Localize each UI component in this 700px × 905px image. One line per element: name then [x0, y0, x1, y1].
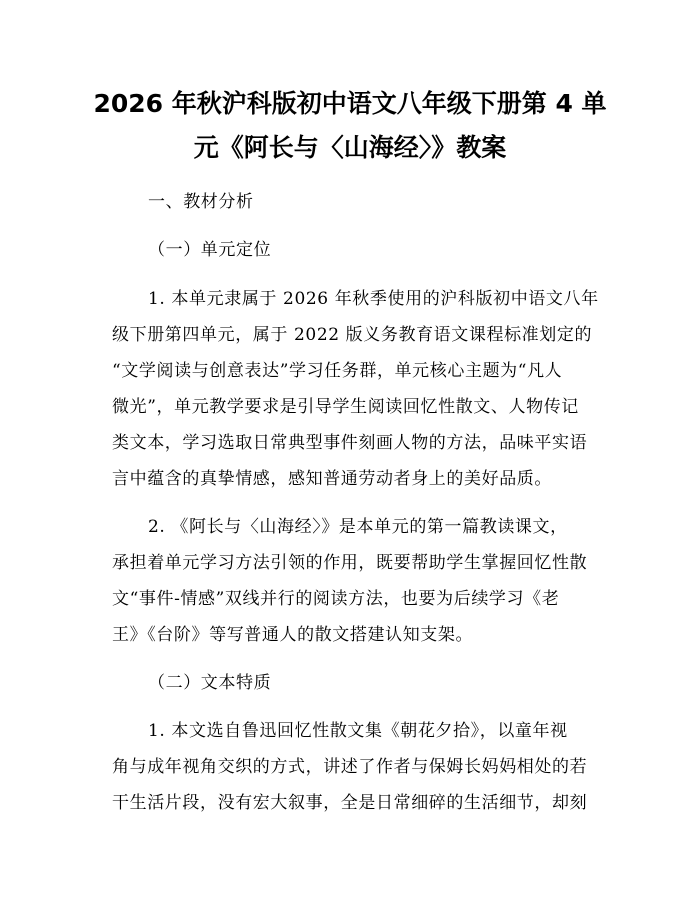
paragraph-line: 角与成年视角交织的方式，讲述了作者与保姆长妈妈相处的若 — [112, 757, 588, 777]
subsection-heading: （二）文本特质 — [148, 673, 272, 693]
paragraph-line: 王》《台阶》等写普通人的散文搭建认知支架。 — [112, 625, 474, 645]
paragraph-line: 承担着单元学习方法引领的作用，既要帮助学生掌握回忆性散 — [112, 553, 588, 573]
paragraph-line: “文学阅读与创意表达”学习任务群，单元核心主题为“凡人 — [112, 361, 563, 381]
paragraph-line: 1. 本单元隶属于 2026 年秋季使用的沪科版初中语文八年 — [148, 289, 599, 309]
paragraph-line: 类文本，学习选取日常典型事件刻画人物的方法，品味平实语 — [112, 433, 588, 453]
section-heading: 一、教材分析 — [148, 192, 254, 212]
paragraph-line: 级下册第四单元，属于 2022 版义务教育语文课程标准划定的 — [112, 325, 593, 345]
paragraph-line: 2. 《阿长与〈山海经〉》是本单元的第一篇教读课文， — [148, 517, 568, 537]
paragraph-line: 言中蕴含的真挚情感，感知普通劳动者身上的美好品质。 — [112, 469, 552, 489]
document-title-line-1: 2026 年秋沪科版初中语文八年级下册第 4 单 — [93, 89, 607, 118]
paragraph-line: 微光”，单元教学要求是引导学生阅读回忆性散文、人物传记 — [112, 397, 579, 417]
paragraph-line: 干生活片段，没有宏大叙事，全是日常细碎的生活细节，却刻 — [112, 793, 588, 813]
paragraph-line: 1. 本文选自鲁迅回忆性散文集《朝花夕拾》，以童年视 — [148, 721, 568, 741]
paragraph-line: 文“事件-情感”双线并行的阅读方法，也要为后续学习《老 — [112, 589, 560, 609]
document-title-line-2: 元《阿长与〈山海经〉》教案 — [193, 133, 507, 162]
subsection-heading: （一）单元定位 — [148, 240, 272, 260]
